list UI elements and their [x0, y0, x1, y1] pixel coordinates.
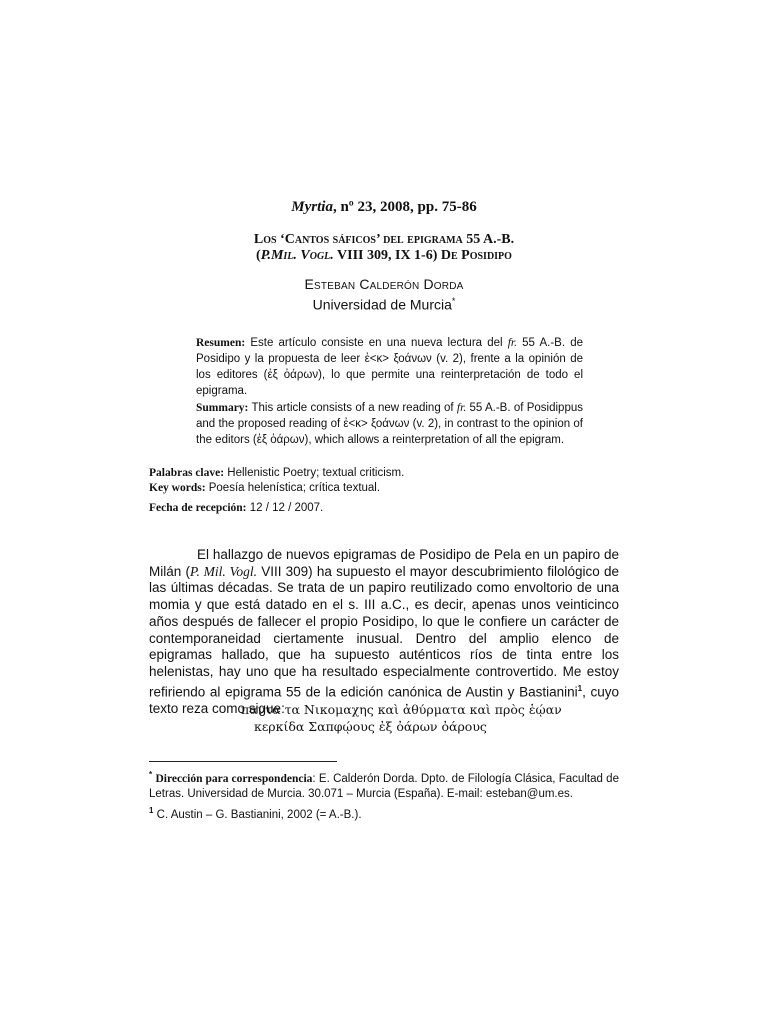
body-text-a: El hallazgo de nuevos epigramas de Posidipo de Pela en un papiro de Milán ( [149, 547, 619, 579]
title-papyrus-ref: P.Mil. Vogl. [260, 248, 334, 263]
abstract-es-label: Resumen: [196, 337, 246, 349]
body-text-b: VIII 309) ha supuesto el mayor descubrimiento filológico de las últimas décadas. Se trata de un papiro reutilizado como envoltorio de una momia y que está datado en el s. III a.C., es decir, apenas unos veinticinco años después de fallecer el propio Posidipo, lo que le confiere un carácter de contemporaneidad ciertamente inusual. Dentro del amplio elenco de epigramas hallado, que ha supuesto auténticos ríos de tinta entre los helenistas, hay uno que ha resultado especialmente controvertido. Me estoy refiriendo al epigrama 55 de la edición canónica de Austin y Bastianini [149, 563, 619, 700]
keywords-es-value: Hellenistic Poetry; textual criticism. [224, 467, 405, 479]
reception-value: 12 / 12 / 2007. [246, 502, 324, 514]
footnote-1-text: : E. Calderón Dorda. Dpto. de Filología Clásica, Facultad de Letras. Universidad de Murcia. 30.071 – Murcia (España). E-mail: esteban@um.es. [149, 772, 619, 801]
abstract-en-label: Summary: [196, 402, 249, 414]
affiliation-text: Universidad de Murcia [312, 296, 452, 313]
footnotes [149, 767, 619, 823]
title-line-2-rest: VIII 309, IX 1-6) De Posidipo [333, 248, 512, 263]
footnote-2-text: C. Austin – G. Bastianini, 2002 (= A.-B.). [153, 808, 362, 821]
greek-verse-line-1: παντα τα Νικομαχης καὶ ἀθύρματα καὶ πρὸς ἑῴαν [241, 702, 562, 717]
abstract-spanish [196, 335, 583, 399]
greek-verse-line-2: κερκίδα Σαπφῴους ἐξ ὀάρων ὀάρους [254, 719, 487, 734]
title-line-2 [0, 248, 768, 264]
reception-label: Fecha de recepción: [149, 502, 247, 514]
article-title [0, 232, 768, 264]
journal-header [0, 199, 768, 216]
body-text-c: , cuyo texto reza como sigue: [149, 684, 619, 716]
affiliation-footnote-mark: * [451, 296, 456, 306]
keywords-es-label: Palabras clave: [149, 467, 225, 479]
footnote-2-mark: 1 [149, 805, 154, 815]
footnote-1-label: Dirección para correspondencia [155, 772, 313, 785]
journal-issue: , nº 23, 2008, pp. 75-86 [332, 199, 477, 215]
journal-name: Myrtia [291, 199, 333, 215]
keywords-block [149, 466, 619, 496]
abstract-es-text-b: 55 A.-B. de Posidipo y la propuesta de leer ἐ<κ> ξοάνων (v. 2), frente a la opinión de los editores (ἐξ ὀάρων), lo que permite una reinterpretación de todo el epigrama. [196, 337, 583, 397]
abstract-en-fr: fr. [456, 402, 467, 414]
keywords-en-value: Poesía helenística; crítica textual. [205, 482, 381, 494]
footnote-reference [149, 803, 619, 823]
reception-date [149, 501, 619, 516]
abstract-english [196, 400, 583, 448]
keywords-es [149, 466, 619, 481]
author-block [0, 276, 768, 314]
body-paragraph [149, 547, 619, 718]
body-footnote-ref: 1 [577, 683, 583, 693]
author-name: Esteban Calderón Dorda [304, 276, 464, 292]
title-paren: ( [256, 248, 261, 263]
abstract-en-text-b: 55 A.-B. of Posidippus and the proposed reading of ἐ<κ> ξοάνων (v. 2), in contrast to the opinion of the editors (ἐξ ὀάρων), which allows a reinterpretation of all the epigram. [196, 402, 583, 446]
abstract-es-fr: fr. [507, 337, 517, 349]
title-line-1: Los ‘Cantos sáficos’ del epigrama 55 A.-B. [253, 232, 515, 247]
footnote-1-mark: * [149, 770, 153, 779]
body-papyrus-ref: P. Mil. Vogl. [189, 563, 257, 579]
keywords-en [149, 481, 619, 496]
author-affiliation [0, 293, 768, 314]
footnote-divider [149, 761, 337, 762]
abstract-en-text-a: This article consists of a new reading of [248, 402, 457, 414]
abstract-es-text-a: Este artículo consiste en una nueva lectura del [245, 337, 508, 349]
footnote-correspondence [149, 767, 619, 803]
keywords-en-label: Key words: [149, 482, 206, 494]
